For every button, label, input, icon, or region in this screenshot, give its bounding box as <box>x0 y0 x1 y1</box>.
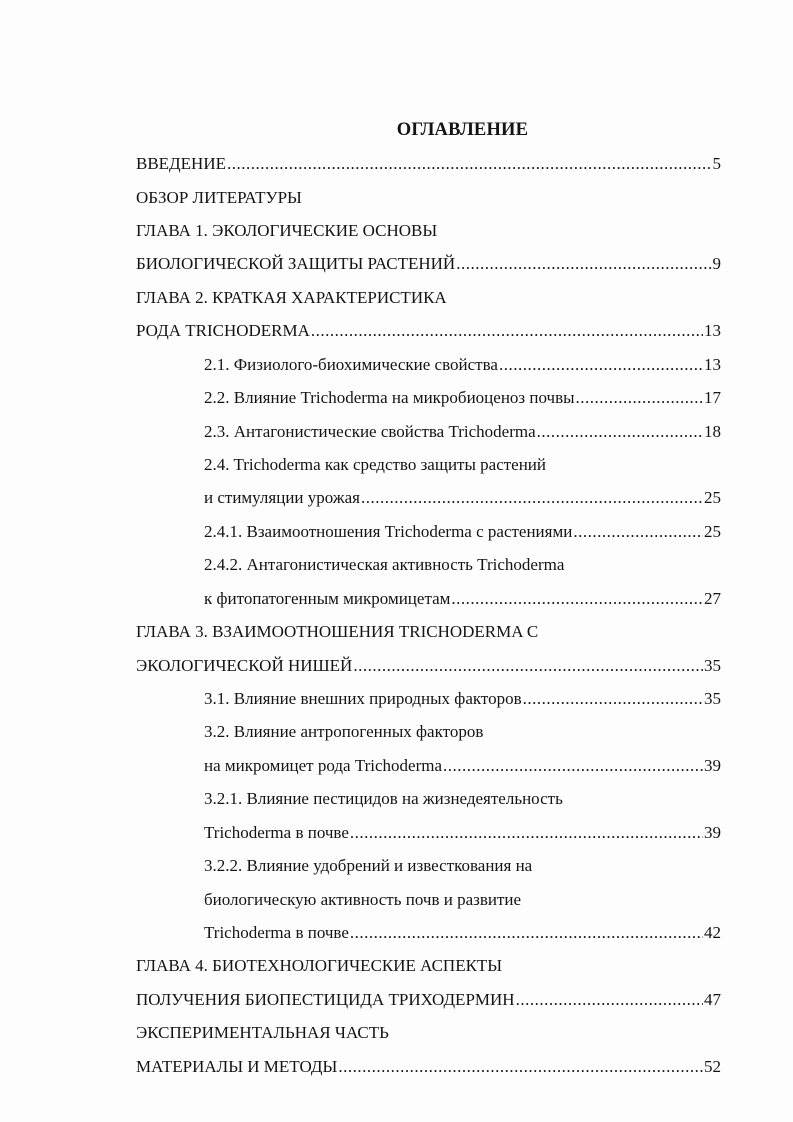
toc-entry <box>136 988 721 1012</box>
toc-entry-text: БИОЛОГИЧЕСКОЙ ЗАЩИТЫ РАСТЕНИЙ <box>136 254 456 273</box>
toc-page-number: 39 <box>704 756 721 775</box>
toc-entry <box>136 954 502 978</box>
toc-entry-text: ГЛАВА 2. КРАТКАЯ ХАРАКТЕРИСТИКА <box>136 288 447 307</box>
toc-entry <box>204 787 563 811</box>
toc-leader <box>523 687 703 711</box>
toc-leader <box>350 921 703 945</box>
toc-page-number: 47 <box>704 990 721 1009</box>
toc-entry <box>204 821 721 845</box>
toc-entry-text: РОДА TRICHODERMA <box>136 321 310 340</box>
toc-entry-text: МАТЕРИАЛЫ И МЕТОДЫ <box>136 1057 338 1076</box>
toc-leader <box>338 1055 703 1079</box>
toc-entry <box>136 1021 389 1045</box>
toc-page-number: 13 <box>704 321 721 340</box>
toc-entry-text: ЭКСПЕРИМЕНТАЛЬНАЯ ЧАСТЬ <box>136 1023 389 1042</box>
toc-page-number: 39 <box>704 823 721 842</box>
toc-entry-text: ВВЕДЕНИЕ <box>136 154 226 173</box>
toc-entry <box>204 420 721 444</box>
toc-entry-text: ГЛАВА 4. БИОТЕХНОЛОГИЧЕСКИЕ АСПЕКТЫ <box>136 956 503 975</box>
toc-entry-text: Trichoderma в почве <box>204 823 349 842</box>
toc-page-number: 27 <box>704 589 721 608</box>
toc-entry <box>204 453 546 477</box>
toc-page-number: 5 <box>712 154 721 173</box>
toc-leader <box>516 988 703 1012</box>
toc-entry <box>136 286 447 310</box>
toc-entry <box>204 888 521 912</box>
toc-page-number: 42 <box>704 923 721 942</box>
toc-entry <box>204 720 483 744</box>
toc-entry-text: ГЛАВА 3. ВЗАИМООТНОШЕНИЯ TRICHODERMA С <box>136 622 539 641</box>
toc-entry-text: ЭКОЛОГИЧЕСКОЙ НИШЕЙ <box>136 656 353 675</box>
toc-entry-text: ГЛАВА 1. ЭКОЛОГИЧЕСКИЕ ОСНОВЫ <box>136 221 438 240</box>
toc-leader <box>311 319 703 343</box>
toc-leader <box>451 587 703 611</box>
toc-leader <box>353 654 703 678</box>
toc-entry <box>136 620 538 644</box>
toc-entry <box>204 687 721 711</box>
toc-leader <box>573 520 703 544</box>
toc-page-number: 25 <box>704 488 721 507</box>
toc-page-number: 52 <box>704 1057 721 1076</box>
toc-entry <box>204 486 721 510</box>
toc-entry-text: на микромицет рода Trichoderma <box>204 756 443 775</box>
toc-entry-text: 2.4.1. Взаимоотношения Trichoderma с растениями <box>204 522 573 541</box>
toc-entry <box>136 1055 721 1079</box>
toc-entry <box>136 152 721 176</box>
toc-entry <box>204 921 721 945</box>
toc-entry <box>136 219 437 243</box>
toc-page-number: 17 <box>704 388 721 407</box>
toc-page-number: 25 <box>704 522 721 541</box>
toc-entry-text: ОБЗОР ЛИТЕРАТУРЫ <box>136 188 302 207</box>
toc-page-number: 35 <box>704 689 721 708</box>
toc-entry <box>204 587 721 611</box>
toc-page-number: 9 <box>712 254 721 273</box>
toc-entry-text: биологическую активность почв и развитие <box>204 890 522 909</box>
toc-title: ОГЛАВЛЕНИЕ <box>396 120 529 140</box>
toc-entry-text: 3.2. Влияние антропогенных факторов <box>204 722 484 741</box>
toc-entry <box>136 654 721 678</box>
toc-entry-text: Trichoderma в почве <box>204 923 349 942</box>
toc-leader <box>576 386 703 410</box>
toc-entry <box>204 854 532 878</box>
toc-entry <box>204 754 721 778</box>
toc-entry-text: 3.1. Влияние внешних природных факторов <box>204 689 522 708</box>
toc-leader <box>537 420 703 444</box>
toc-leader <box>499 353 703 377</box>
toc-page-number: 13 <box>704 355 721 374</box>
toc-entry <box>204 520 721 544</box>
toc-entry-text: 2.4.2. Антагонистическая активность Trichoderma <box>204 555 565 574</box>
toc-entry <box>204 353 721 377</box>
toc-page-number: 18 <box>704 422 721 441</box>
toc-entry-text: 2.4. Trichoderma как средство защиты растений <box>204 455 547 474</box>
toc-page-number: 35 <box>704 656 721 675</box>
toc-entry-text: 2.1. Физиолого-биохимические свойства <box>204 355 498 374</box>
toc-entry-text: ПОЛУЧЕНИЯ БИОПЕСТИЦИДА ТРИХОДЕРМИН <box>136 990 515 1009</box>
toc-leader <box>350 821 703 845</box>
toc-leader <box>456 252 711 276</box>
toc-entry <box>136 186 302 210</box>
toc-entry <box>136 319 721 343</box>
toc-entry-text: 3.2.1. Влияние пестицидов на жизнедеятельность <box>204 789 563 808</box>
toc-leader <box>227 152 712 176</box>
toc-entry-text: и стимуляции урожая <box>204 488 360 507</box>
toc-entry <box>136 252 721 276</box>
toc-leader <box>443 754 703 778</box>
toc-entry-text: 3.2.2. Влияние удобрений и известкования на <box>204 856 533 875</box>
toc-entry <box>204 386 721 410</box>
toc-entry-text: к фитопатогенным микромицетам <box>204 589 451 608</box>
toc-entry-text: 2.3. Антагонистические свойства Trichoderma <box>204 422 536 441</box>
toc-entry <box>204 553 564 577</box>
toc-leader <box>361 486 703 510</box>
toc-entry-text: 2.2. Влияние Trichoderma на микробиоценоз почвы <box>204 388 575 407</box>
